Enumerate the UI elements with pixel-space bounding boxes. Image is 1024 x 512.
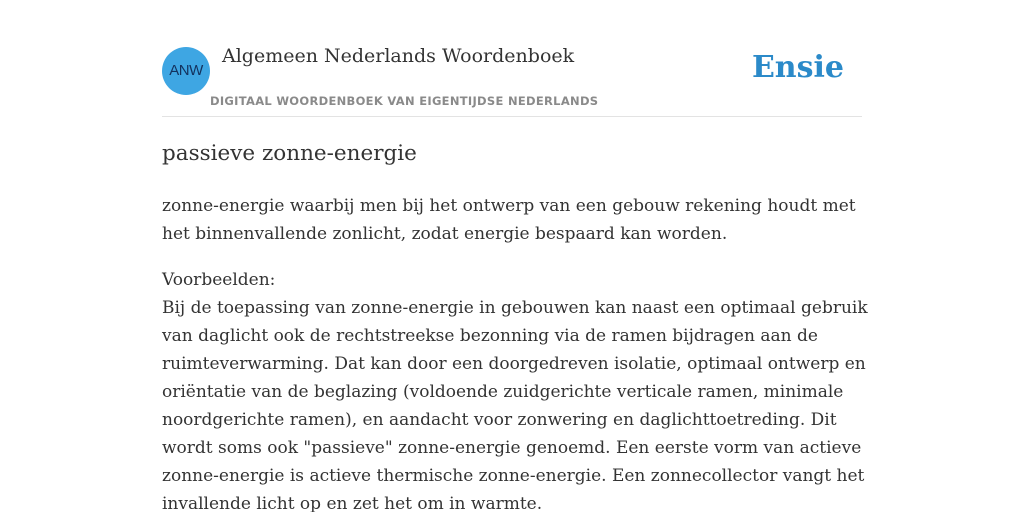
anw-logo[interactable]: ANW	[162, 47, 210, 95]
site-subtitle: DIGITAAL WOORDENBOEK VAN EIGENTIJDSE NEDERLANDS	[210, 94, 599, 108]
example-text: Bij de toepassing van zonne-energie in gebouwen kan naast een optimaal gebruik van daglicht ook de rechtstreekse bezonning via de ramen bijdragen aan de ruimteverwarming. Dat kan door een doorgedreven isolatie, optimaal ontwerp en oriëntatie van de beglazing (voldoende zuidgerichte verticale ramen, minimale noordgerichte ramen), en aandacht voor zonwering en daglichttoetreding. Dit wordt soms ook "passieve" zonne-energie genoemd. Een eerste vorm van actieve zonne-energie is actieve thermische zonne-energie. Een zonnecollector vangt het invallende licht op en zet het om in warmte.	[162, 298, 868, 512]
site-title[interactable]: Algemeen Nederlands Woordenboek	[222, 45, 575, 67]
site-header	[162, 0, 862, 117]
examples-label: Voorbeelden:	[162, 270, 276, 290]
entry-definition: zonne-energie waarbij men bij het ontwerp van een gebouw rekening houdt met het binnenvallende zonlicht, zodat energie bespaard kan worden.	[162, 196, 856, 244]
entry-headword: passieve zonne-energie	[162, 141, 417, 166]
ensie-logo-link[interactable]: Ensie	[751, 50, 844, 85]
entry-content	[162, 138, 868, 512]
